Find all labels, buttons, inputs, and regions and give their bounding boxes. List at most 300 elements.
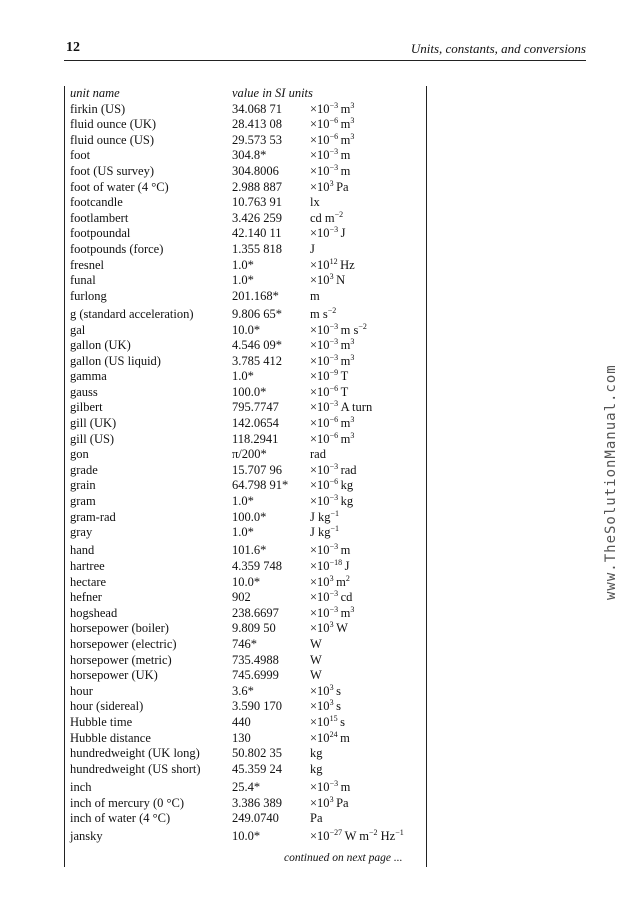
unit-exponent: −2 [369,828,378,838]
si-unit [310,606,354,622]
si-unit [310,510,339,526]
unit-name: funal [70,273,96,288]
table-row [70,731,420,747]
multiplier: ×10 [310,559,330,573]
running-title: Units, constants, and conversions [410,41,586,56]
multiplier-exponent: −3 [329,321,339,331]
unit-exponent: −2 [358,321,367,331]
unit-symbol: W [310,652,322,667]
unit-name: gram-rad [70,509,116,524]
unit-symbol: J [344,559,350,573]
unit-value: 45.359 24 [232,761,282,776]
si-unit [310,385,348,401]
unit-symbol: m [340,605,351,620]
si-unit [310,811,323,827]
unit-value: 42.140 11 [232,226,282,241]
unit-name: footpoundal [70,226,131,241]
unit-value: 101.6* [232,543,267,558]
table-row [70,684,420,700]
unit-symbol: J [340,226,346,241]
table-row [70,637,420,653]
unit-exponent: 3 [350,116,355,126]
multiplier: ×10 [310,431,330,446]
unit-name: hogshead [70,605,118,620]
si-unit [310,164,350,180]
unit-exponent: −2 [334,209,344,219]
si-unit [310,463,357,479]
table-row [70,447,420,463]
multiplier-exponent: −3 [329,225,339,235]
multiplier: ×10 [310,590,330,605]
unit-name: footpounds (force) [70,241,164,256]
si-unit [310,575,350,591]
si-unit [310,731,350,747]
si-unit [310,746,323,762]
unit-name: fluid ounce (US) [70,132,155,147]
unit-symbol: s [336,683,341,698]
multiplier: ×10 [310,829,330,844]
multiplier: ×10 [310,384,330,399]
unit-name: horsepower (electric) [70,636,177,651]
unit-name: firkin (US) [70,101,126,116]
unit-value: 745.6999 [232,668,279,683]
unit-exponent: 2 [345,573,350,583]
continued-note: continued on next page ... [284,852,403,864]
multiplier: ×10 [310,779,330,794]
multiplier-exponent: 12 [329,256,338,266]
si-unit [310,762,323,778]
column-header-value: value in SI units [232,86,313,100]
unit-name: foot of water (4 °C) [70,179,169,194]
unit-symbol: kg [310,746,323,761]
table-row [70,369,420,385]
unit-exponent: 3 [350,604,355,614]
table-header-row [70,86,420,102]
table-row [70,543,420,559]
unit-value: 1.0* [232,525,254,540]
table-row [70,621,420,637]
multiplier-exponent: 3 [329,794,334,804]
multiplier: ×10 [310,494,330,509]
table-row [70,606,420,622]
unit-name: horsepower (metric) [70,652,172,667]
si-unit [310,338,354,354]
multiplier: ×10 [310,163,330,178]
unit-name: hefner [70,590,102,605]
unit-exponent: 3 [350,415,355,425]
si-unit [310,796,349,812]
unit-name: hour (sidereal) [70,699,144,714]
header-rule [64,60,586,61]
unit-value: 3.6* [232,683,254,698]
table-row [70,195,420,211]
table-row [70,715,420,731]
table-row [70,432,420,448]
unit-value: 28.413 08 [232,117,282,132]
unit-exponent: −1 [330,508,340,518]
unit-symbol: s [340,714,345,729]
multiplier: ×10 [310,478,330,493]
multiplier: ×10 [310,621,330,636]
multiplier-exponent: 3 [329,272,334,282]
unit-symbol: m [340,353,351,368]
multiplier: ×10 [310,179,330,194]
unit-value: 2.988 887 [232,179,282,194]
multiplier-exponent: −3 [329,352,339,362]
unit-name: gallon (UK) [70,338,131,353]
multiplier: ×10 [310,132,330,147]
multiplier-exponent: −6 [329,415,339,425]
unit-value: 3.386 389 [232,795,282,810]
multiplier-exponent: 3 [329,682,334,692]
multiplier-exponent: −3 [329,147,339,157]
multiplier-exponent: −3 [329,461,339,471]
unit-value: 29.573 53 [232,132,282,147]
unit-symbol: J kg [310,509,331,524]
table-row [70,463,420,479]
unit-name: hour [70,683,93,698]
multiplier: ×10 [310,416,330,431]
unit-exponent: −2 [327,305,337,315]
multiplier: ×10 [310,226,330,241]
table-left-rule [64,86,65,867]
unit-symbol: m [340,132,351,147]
unit-symbol: m [340,416,351,431]
si-unit [310,590,352,606]
table-row [70,811,420,827]
unit-value: 4.546 09* [232,338,282,353]
unit-value: 1.0* [232,369,254,384]
unit-symbol: m [340,101,351,116]
unit-value: 9.806 65* [232,306,282,321]
unit-value: 795.7747 [232,400,279,415]
table-row [70,668,420,684]
unit-symbol: T [340,384,349,399]
unit-name: footlambert [70,210,129,225]
multiplier-exponent: −3 [329,778,339,788]
unit-symbol: W [310,636,322,651]
multiplier-exponent: −27 [329,828,343,838]
unit-symbol: A turn [340,400,373,415]
unit-name: horsepower (boiler) [70,621,169,636]
unit-symbol: m [340,730,350,745]
unit-name: gilbert [70,400,103,415]
unit-symbol: m s [310,306,328,321]
multiplier-exponent: −9 [329,368,339,378]
unit-name: grain [70,478,96,493]
unit-name: gauss [70,384,98,399]
unit-value: 10.0* [232,322,261,337]
page-number: 12 [66,40,80,55]
si-unit [310,211,343,227]
unit-symbol: m [340,338,351,353]
table-row [70,323,420,339]
table-row [70,133,420,149]
unit-symbol: kg [310,761,323,776]
si-unit [310,478,353,494]
si-unit [310,653,322,669]
table-row [70,559,420,575]
unit-value: 50.802 35 [232,746,282,761]
unit-name: hundredweight (US short) [70,761,201,776]
table-row [70,180,420,196]
unit-name: gal [70,322,86,337]
unit-name: gill (US) [70,431,115,446]
table-right-rule [426,86,427,867]
unit-symbol: W m [344,829,370,844]
unit-value: 15.707 96 [232,462,282,477]
unit-name: hectare [70,574,107,589]
unit-exponent-2: −1 [395,828,404,838]
multiplier: ×10 [310,338,330,353]
table-row [70,494,420,510]
unit-name: foot [70,148,91,163]
multiplier-exponent: −3 [329,493,339,503]
si-unit [310,307,336,323]
unit-value: 304.8* [232,148,267,163]
multiplier: ×10 [310,574,330,589]
table-row [70,242,420,258]
table-row [70,273,420,289]
unit-name: inch of mercury (0 °C) [70,795,184,810]
unit-symbol: N [336,273,346,288]
table-row [70,510,420,526]
table-row [70,746,420,762]
watermark: www.TheSolutionManual.com [603,364,619,600]
multiplier: ×10 [310,148,330,163]
multiplier: ×10 [310,462,330,477]
multiplier: ×10 [310,117,330,132]
si-unit [310,369,348,385]
table-row [70,211,420,227]
unit-symbol: m [340,779,351,794]
si-unit [310,684,341,700]
table-row [70,416,420,432]
unit-symbol: J [310,241,315,256]
si-unit [310,226,345,242]
unit-value: 3.590 170 [232,699,282,714]
multiplier: ×10 [310,683,330,698]
unit-value: 142.0654 [232,416,279,431]
table-row [70,653,420,669]
multiplier: ×10 [310,369,330,384]
unit-exponent: 3 [350,131,355,141]
multiplier-exponent: 3 [329,573,334,583]
si-unit [310,258,355,274]
column-header-unit-name: unit name [70,86,120,100]
unit-name: footcandle [70,195,123,210]
si-unit [310,432,354,448]
unit-name: fluid ounce (UK) [70,117,157,132]
unit-symbol: m [336,574,346,589]
unit-symbol: m [340,431,351,446]
table-row [70,354,420,370]
multiplier-exponent: 3 [329,620,334,630]
table-row [70,148,420,164]
si-unit [310,289,320,305]
unit-value: 1.0* [232,257,254,272]
si-unit [310,829,404,845]
multiplier-exponent: −3 [329,162,339,172]
unit-name: fresnel [70,257,105,272]
unit-value: 10.0* [232,574,261,589]
table-row [70,289,420,305]
unit-symbol: m [340,148,351,163]
unit-value: 1.0* [232,273,254,288]
unit-symbol: m [340,543,351,558]
unit-name: gallon (US liquid) [70,353,161,368]
unit-value: 746* [232,636,257,651]
multiplier-exponent: −18 [329,558,343,567]
unit-value: 249.0740 [232,811,279,826]
unit-name: Hubble distance [70,730,151,745]
multiplier-exponent: −3 [329,337,339,347]
unit-symbol: kg [340,478,354,493]
multiplier: ×10 [310,273,330,288]
unit-symbol: Pa [336,795,349,810]
unit-name: inch of water (4 °C) [70,811,171,826]
table-row [70,226,420,242]
unit-value: 1.355 818 [232,241,282,256]
si-unit [310,525,339,541]
si-unit [310,447,326,463]
si-unit [310,621,348,637]
multiplier: ×10 [310,101,330,116]
unit-value: 3.785 412 [232,353,282,368]
unit-exponent: 3 [350,337,355,347]
multiplier-exponent: −3 [329,604,339,614]
unit-value: 25.4* [232,779,261,794]
si-unit [310,400,372,416]
unit-value: 902 [232,590,251,605]
unit-symbol: J kg [310,525,331,540]
table-row [70,478,420,494]
unit-value: π/200* [232,447,267,462]
table-row [70,762,420,778]
table-row [70,796,420,812]
multiplier-exponent: −6 [329,383,339,393]
multiplier-exponent: 3 [329,698,334,708]
unit-name: gamma [70,369,107,384]
unit-symbol: m s [340,322,359,337]
unit-symbol-2: Hz [377,829,396,844]
multiplier-exponent: −3 [329,542,339,552]
unit-name: gray [70,525,93,540]
unit-exponent: 3 [350,352,355,362]
table-row [70,575,420,591]
unit-name: hundredweight (UK long) [70,746,200,761]
unit-name: hand [70,543,95,558]
multiplier-exponent: −3 [329,399,339,409]
table-row [70,829,420,845]
multiplier-exponent: 15 [329,713,338,723]
table-row [70,525,420,541]
multiplier: ×10 [310,605,330,620]
si-unit [310,637,322,653]
unit-value: 201.168* [232,288,279,303]
si-unit [310,543,350,559]
unit-symbol: cd m [310,210,335,225]
unit-value: 735.4988 [232,652,279,667]
si-unit [310,668,322,684]
si-unit [310,780,350,796]
unit-name: gon [70,447,89,462]
si-unit [310,148,350,164]
si-unit [310,354,354,370]
unit-exponent: −1 [330,524,340,534]
unit-value: 4.359 748 [232,559,282,573]
multiplier: ×10 [310,322,330,337]
table-row [70,590,420,606]
multiplier-exponent: −6 [329,131,339,141]
table-row [70,117,420,133]
unit-symbol: rad [340,462,357,477]
table-row [70,780,420,796]
multiplier-exponent: 24 [329,729,338,739]
unit-symbol: rad [310,447,326,462]
unit-value: 9.809 50 [232,621,276,636]
unit-name: g (standard acceleration) [70,306,194,321]
unit-value: 64.798 91* [232,478,289,493]
si-unit [310,494,353,510]
unit-symbol: kg [340,494,354,509]
unit-name: inch [70,779,92,794]
unit-symbol: Hz [340,257,355,272]
si-unit [310,273,345,289]
unit-symbol: m [340,117,351,132]
table-row [70,338,420,354]
unit-symbol: m [340,163,351,178]
si-unit [310,699,341,715]
si-unit [310,559,349,575]
si-unit [310,133,354,149]
table-row [70,699,420,715]
unit-name: gram [70,494,96,509]
si-unit [310,117,354,133]
unit-value: 10.0* [232,829,261,844]
unit-name: grade [70,462,98,477]
unit-value: 10.763 91 [232,195,282,210]
table-row [70,307,420,323]
unit-exponent: 3 [350,430,355,440]
multiplier-exponent: −6 [329,430,339,440]
multiplier-exponent: −3 [329,100,339,110]
unit-name: Hubble time [70,714,133,729]
table-body [70,102,420,845]
unit-name: furlong [70,288,107,303]
unit-value: 440 [232,714,251,729]
unit-exponent: 3 [350,100,355,110]
unit-symbol: W [336,621,348,636]
unit-value: 304.8006 [232,163,279,178]
table-row [70,164,420,180]
unit-symbol: cd [340,590,353,605]
unit-name: foot (US survey) [70,163,155,178]
unit-symbol: s [336,699,341,714]
unit-symbol: W [310,668,322,683]
unit-value: 130 [232,730,251,745]
unit-symbol: T [340,369,349,384]
unit-value: 100.0* [232,384,267,399]
unit-value: 3.426 259 [232,210,282,225]
table-row [70,102,420,118]
multiplier: ×10 [310,400,330,415]
unit-name: jansky [70,829,103,844]
unit-value: 34.068 71 [232,101,282,116]
unit-symbol: Pa [336,179,349,194]
units-table [70,86,420,845]
multiplier: ×10 [310,699,330,714]
